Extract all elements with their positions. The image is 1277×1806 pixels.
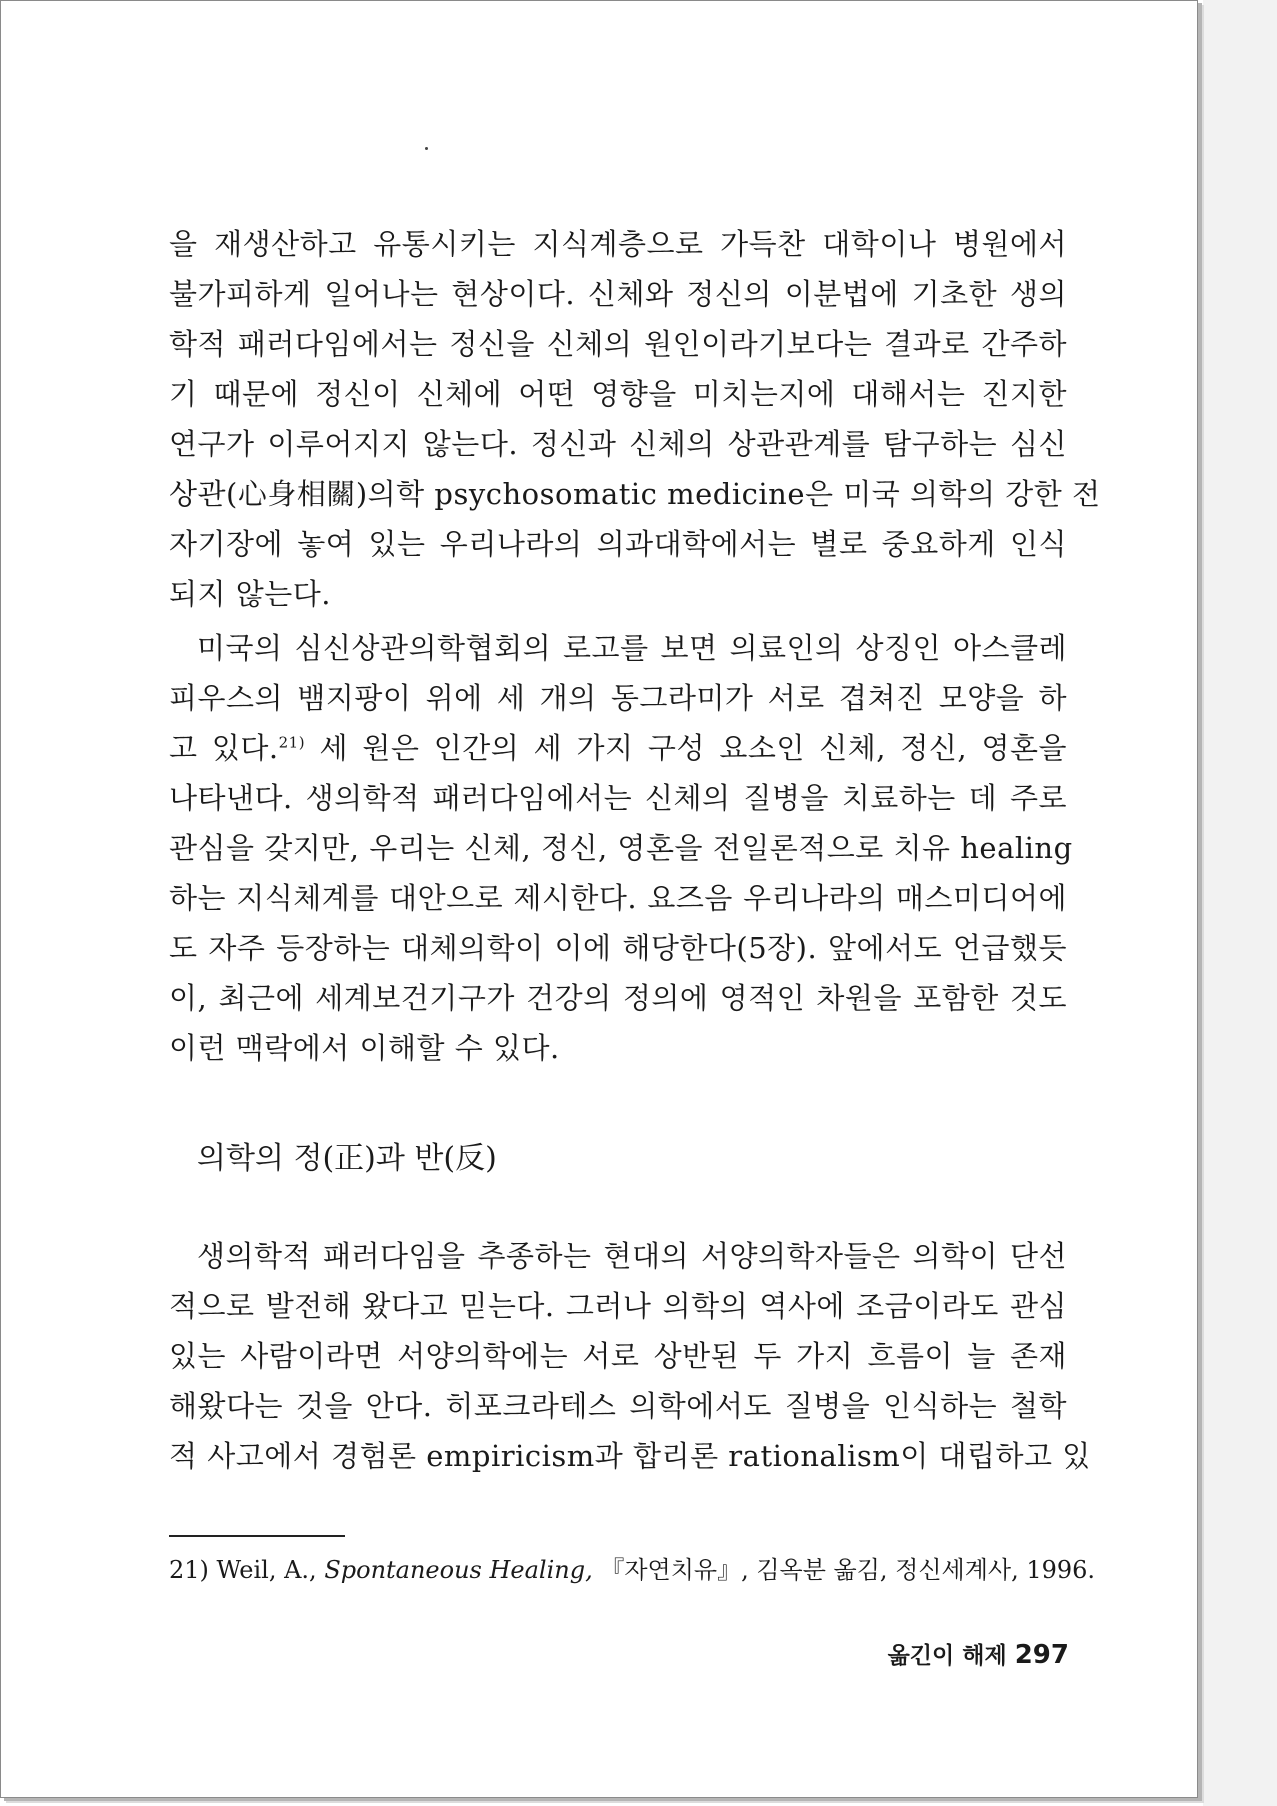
running-footer-label: 옮긴이 해제 (887, 1643, 1007, 1669)
paragraph-3 (169, 1231, 1091, 1481)
text-fragment: 세 원은 인간의 세 가지 구성 요소인 신체, 정신, 영혼을 (305, 731, 1067, 765)
footnote-number: 21) (169, 1556, 209, 1584)
running-footer (888, 1639, 1069, 1672)
footnote-author: Weil, A., (216, 1556, 317, 1584)
text-line: 기 때문에 정신이 신체에 어떤 영향을 미치는지에 대해서는 진지한 (169, 377, 1067, 411)
text-line: 상관(心身相關)의학 psychosomatic medicine은 미국 의학의 강한 전 (169, 477, 1101, 511)
text-line: 해왔다는 것을 안다. 히포크라테스 의학에서도 질병을 인식하는 철학 (169, 1389, 1067, 1423)
paragraph-2 (169, 623, 1073, 1073)
footnote (169, 1553, 1095, 1587)
text-line: 이런 맥락에서 이해할 수 있다. (169, 1031, 560, 1065)
text-line: 학적 패러다임에서는 정신을 신체의 원인이라기보다는 결과로 간주하 (169, 327, 1067, 361)
text-line: 자기장에 놓여 있는 우리나라의 의과대학에서는 별로 중요하게 인식 (169, 527, 1067, 561)
section-heading: 의학의 정(正)과 반(反) (197, 1141, 497, 1176)
text-line: 있는 사람이라면 서양의학에는 서로 상반된 두 가지 흐름이 늘 존재 (169, 1339, 1067, 1373)
text-line: 도 자주 등장하는 대체의학이 이에 해당한다(5장). 앞에서도 언급했듯 (169, 931, 1067, 965)
text-line: 피우스의 뱀지팡이 위에 세 개의 동그라미가 서로 겹쳐진 모양을 하 (169, 681, 1067, 715)
text-line: 이, 최근에 세계보건기구가 건강의 정의에 영적인 차원을 포함한 것도 (169, 981, 1067, 1015)
page-number: 297 (1014, 1640, 1069, 1670)
text-line: 미국의 심신상관의학협회의 로고를 보면 의료인의 상징인 아스클레 (197, 631, 1067, 665)
scan-speck (425, 147, 428, 150)
text-line: 불가피하게 일어나는 현상이다. 신체와 정신의 이분법에 기초한 생의 (169, 277, 1067, 311)
text-line: 을 재생산하고 유통시키는 지식계층으로 가득찬 대학이나 병원에서 (169, 227, 1067, 261)
text-line: 적 사고에서 경험론 empiricism과 합리론 rationalism이 대립하고 있 (169, 1439, 1091, 1473)
text-line: 적으로 발전해 왔다고 믿는다. 그러나 의학의 역사에 조금이라도 관심 (169, 1289, 1067, 1323)
text-line: 관심을 갖지만, 우리는 신체, 정신, 영혼을 전일론적으로 치유 healing (169, 831, 1073, 865)
text-line: 하는 지식체계를 대안으로 제시한다. 요즈음 우리나라의 매스미디어에 (169, 881, 1067, 915)
footnote-title: Spontaneous Healing, (324, 1556, 593, 1584)
viewer-side-strip (1203, 0, 1277, 1806)
text-line: 연구가 이루어지지 않는다. 정신과 신체의 상관관계를 탐구하는 심신 (169, 427, 1067, 461)
footnote-citation: 『자연치유』, 김옥분 옮김, 정신세계사, 1996. (600, 1556, 1096, 1584)
text-fragment: 고 있다. (169, 731, 279, 765)
text-line-with-footnote-ref (169, 723, 1067, 773)
text-line: 나타낸다. 생의학적 패러다임에서는 신체의 질병을 치료하는 데 주로 (169, 781, 1067, 815)
footnote-divider (169, 1535, 345, 1537)
text-line: 되지 않는다. (169, 577, 332, 611)
footnote-ref: 21) (278, 733, 306, 752)
paragraph-1 (169, 219, 1101, 619)
text-line: 생의학적 패러다임을 추종하는 현대의 서양의학자들은 의학이 단선 (197, 1239, 1067, 1273)
